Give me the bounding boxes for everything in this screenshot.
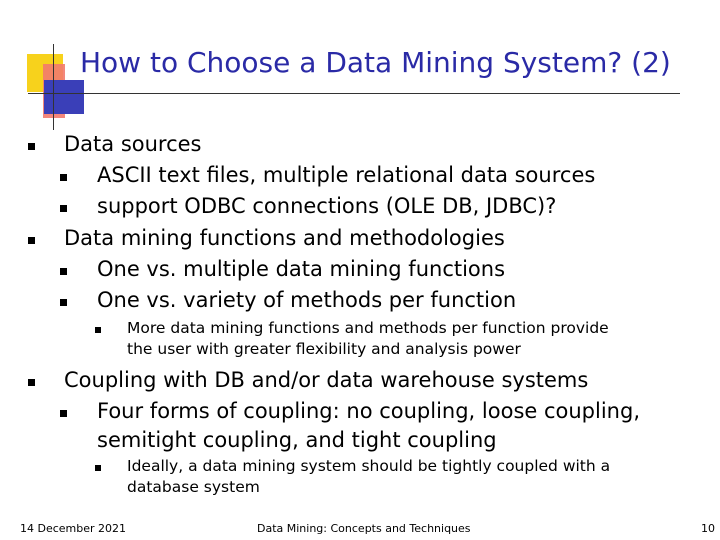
footer-course: Data Mining: Concepts and Techniques [257, 522, 471, 535]
title-underline [28, 93, 680, 94]
footer-page-number: 10 [701, 522, 715, 535]
sub-sub-bullet-text-line2: database system [127, 478, 260, 496]
sub-bullet-text-line2: semitight coupling, and tight coupling [97, 428, 497, 452]
sub-bullet-text-line1: Four forms of coupling: no coupling, loose coupling, [97, 399, 640, 423]
square-bullet-icon [28, 143, 35, 150]
sub-sub-bullet-text-line1: More data mining functions and methods per function provide [127, 319, 609, 337]
bullet-text: Data sources [64, 132, 202, 156]
square-bullet-icon [60, 205, 67, 212]
bullet-text: Coupling with DB and/or data warehouse systems [64, 368, 589, 392]
square-bullet-icon [28, 237, 35, 244]
sub-bullet-text: support ODBC connections (OLE DB, JDBC)? [97, 194, 557, 218]
square-bullet-icon [60, 299, 67, 306]
footer-date: 14 December 2021 [20, 522, 127, 535]
sub-bullet-text: ASCII text files, multiple relational data sources [97, 163, 596, 187]
sub-sub-bullet-text-line1: Ideally, a data mining system should be tightly coupled with a [127, 457, 611, 475]
bullet-text: Data mining functions and methodologies [64, 226, 505, 250]
sub-bullet-text: One vs. variety of methods per function [97, 288, 517, 312]
slide-title: How to Choose a Data Mining System? (2) [80, 46, 671, 79]
sub-sub-bullet-text-line2: the user with greater flexibility and analysis power [127, 340, 521, 358]
square-bullet-icon [60, 410, 67, 417]
square-bullet-icon [60, 174, 67, 181]
decorative-blue-square [44, 80, 84, 114]
square-bullet-icon [60, 268, 67, 275]
square-bullet-icon [28, 379, 35, 386]
square-bullet-icon [95, 465, 101, 471]
decorative-vertical-line [53, 44, 54, 130]
sub-bullet-text: One vs. multiple data mining functions [97, 257, 506, 281]
square-bullet-icon [95, 327, 101, 333]
